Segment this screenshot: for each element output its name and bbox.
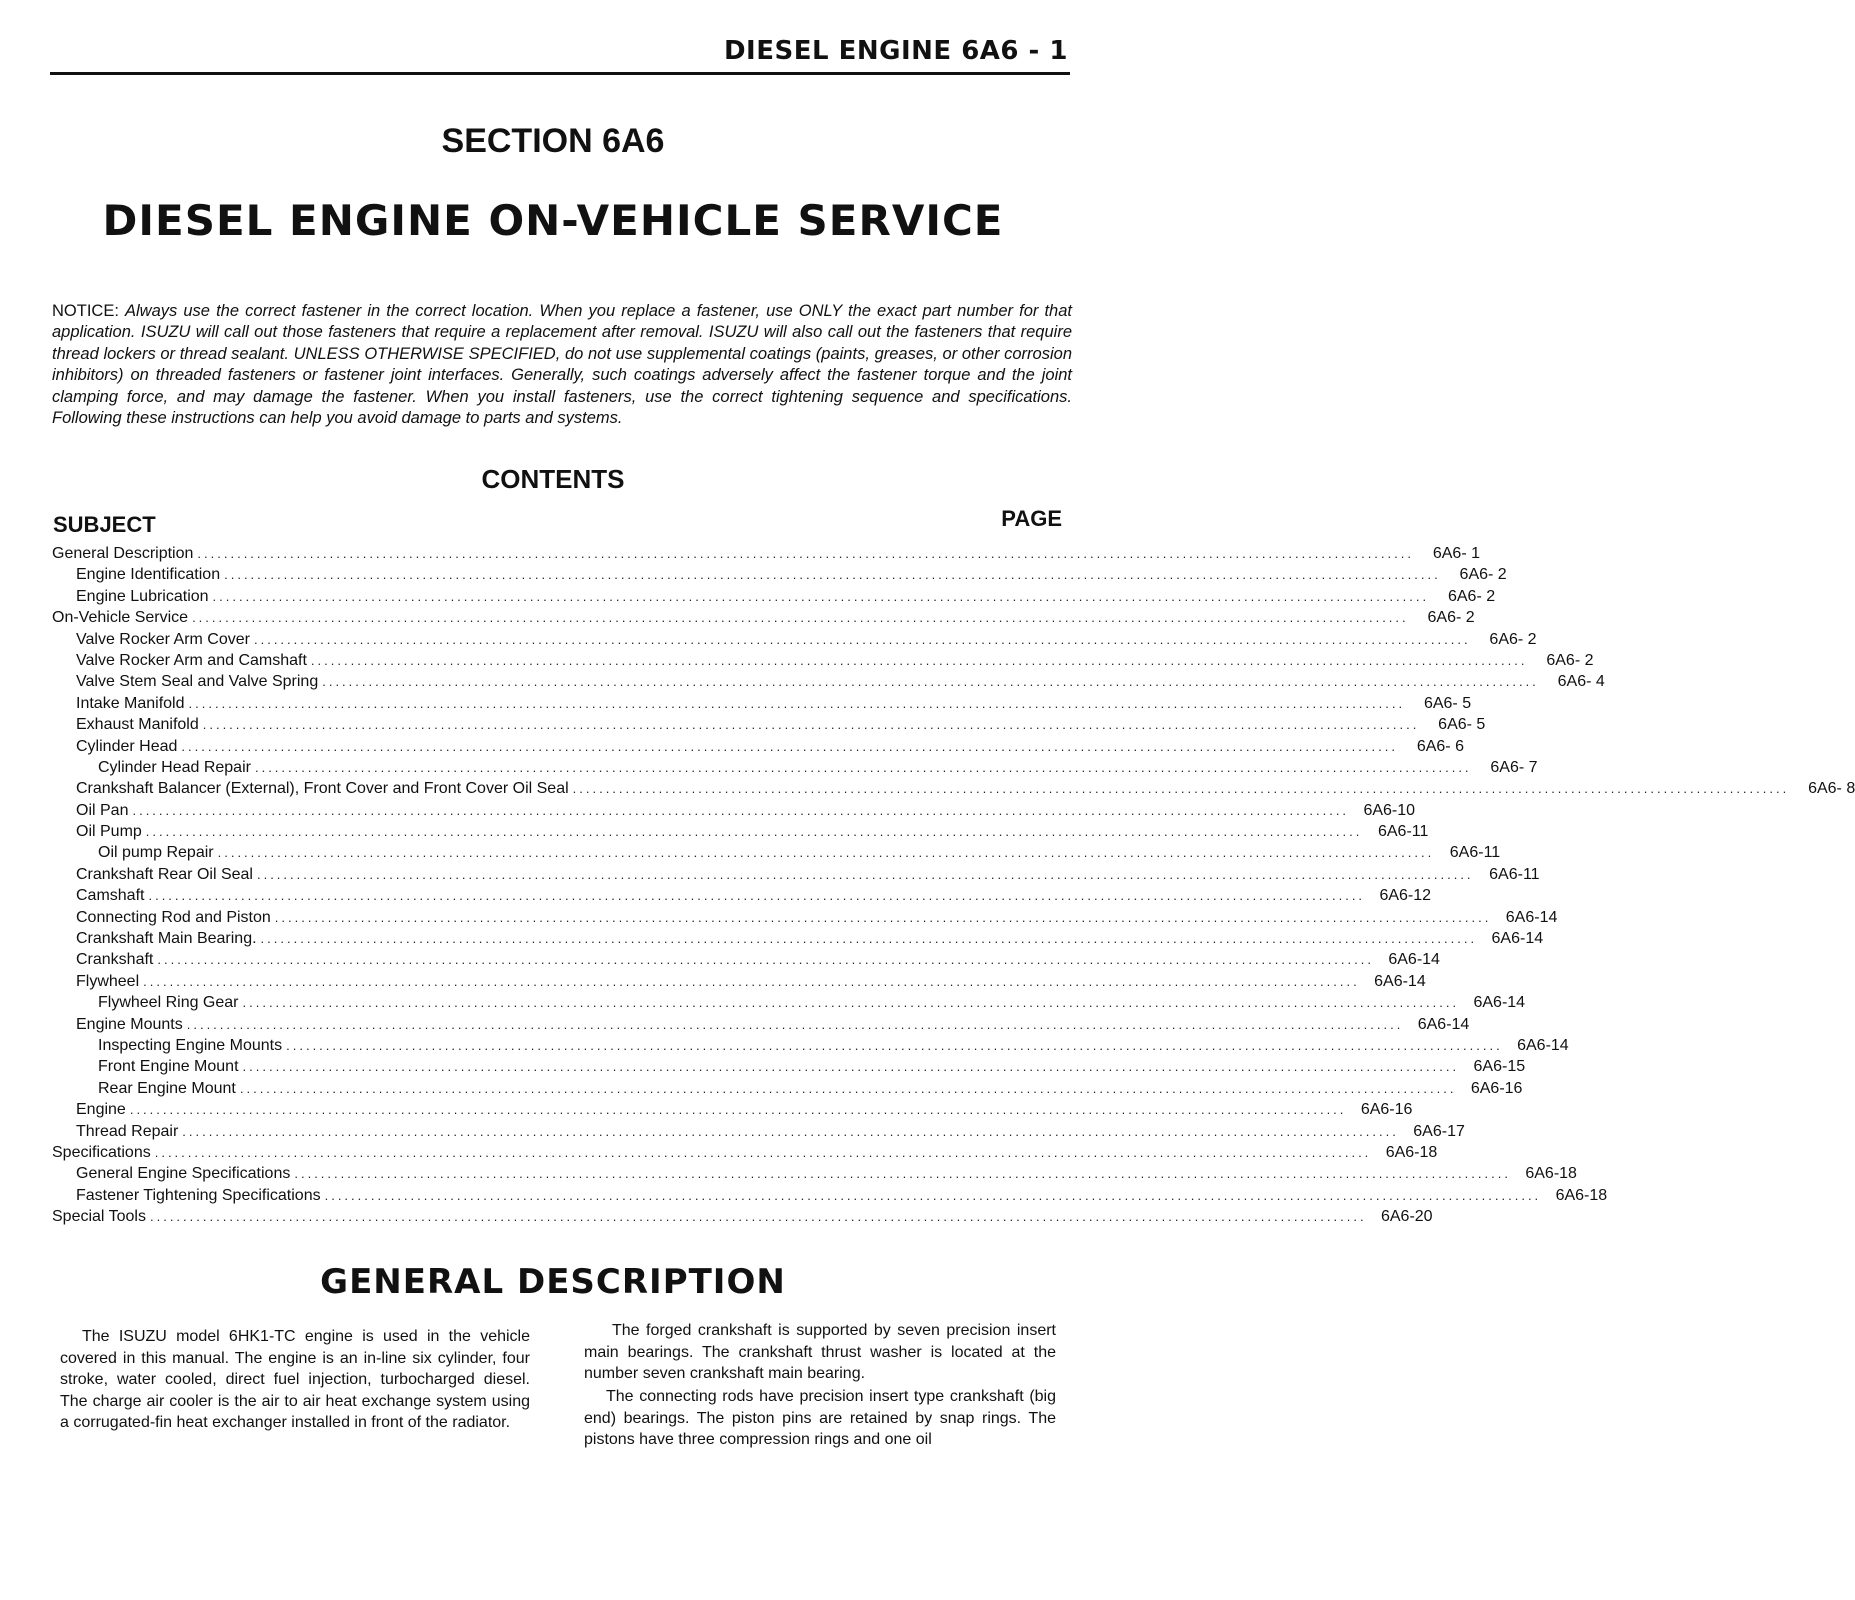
toc-entry-label: Cylinder Head bbox=[76, 737, 178, 755]
toc-entry-label: Front Engine Mount bbox=[98, 1058, 239, 1076]
toc-entry bbox=[52, 1185, 1608, 1206]
toc-entry bbox=[52, 1056, 1526, 1077]
toc-entry-label: Rear Engine Mount bbox=[98, 1079, 236, 1097]
toc-entry-label: Cylinder Head Repair bbox=[98, 758, 251, 776]
toc-entry bbox=[52, 842, 1501, 863]
toc-leader-dots: ........................................................................................................................................................................................ bbox=[182, 1123, 1399, 1139]
toc-entry-label: General Engine Specifications bbox=[76, 1165, 291, 1183]
toc-entry-label: Crankshaft bbox=[76, 951, 154, 969]
toc-entry-label: Engine bbox=[76, 1101, 126, 1119]
toc-entry-page: 6A6-20 bbox=[1380, 1208, 1433, 1226]
toc-leader-dots: ........................................................................................................................................................................................ bbox=[242, 995, 1460, 1011]
toc-entry bbox=[52, 971, 1426, 992]
toc-entry-label: Engine Lubrication bbox=[76, 587, 209, 605]
contents-page-header: PAGE bbox=[1001, 506, 1062, 531]
toc-leader-dots: ........................................................................................................................................................................................ bbox=[197, 546, 1414, 561]
toc-entry bbox=[52, 1035, 1569, 1056]
toc-entry bbox=[52, 1163, 1577, 1184]
toc-entry-page: 6A6-11 bbox=[1377, 823, 1429, 841]
toc-entry-page: 6A6- 4 bbox=[1557, 673, 1605, 691]
toc-entry bbox=[52, 992, 1526, 1013]
toc-entry-label: Engine Identification bbox=[76, 566, 221, 584]
toc-entry-label: Crankshaft Rear Oil Seal bbox=[76, 865, 253, 883]
toc-entry-page: 6A6-11 bbox=[1489, 865, 1540, 883]
document-title: DIESEL ENGINE ON-VEHICLE SERVICE bbox=[102, 196, 1004, 245]
toc-entry bbox=[52, 714, 1486, 735]
toc-entry bbox=[52, 736, 1464, 757]
toc-leader-dots: ........................................................................................................................................................................................ bbox=[186, 1016, 1404, 1032]
toc-leader-dots: ........................................................................................................................................................................................ bbox=[256, 866, 1474, 882]
toc-entry-label: Valve Stem Seal and Valve Spring bbox=[76, 673, 319, 691]
toc-leader-dots: ........................................................................................................................................................................................ bbox=[143, 973, 1360, 989]
toc-leader-dots: ........................................................................................................................................................................................ bbox=[572, 781, 1790, 797]
toc-leader-dots: ........................................................................................................................................................................................ bbox=[181, 738, 1398, 754]
toc-entry bbox=[52, 757, 1538, 778]
toc-entry-label: Camshaft bbox=[76, 887, 145, 905]
toc-entry-page: 6A6-14 bbox=[1473, 994, 1526, 1012]
table-of-contents bbox=[52, 543, 1855, 1228]
toc-entry bbox=[52, 586, 1496, 607]
running-header: DIESEL ENGINE 6A6 - 1 bbox=[723, 36, 1068, 66]
toc-entry-label: Oil pump Repair bbox=[98, 844, 214, 862]
toc-entry-page: 6A6-16 bbox=[1360, 1101, 1413, 1119]
toc-leader-dots: ........................................................................................................................................................................................ bbox=[310, 652, 1528, 668]
toc-entry-label: Specifications bbox=[52, 1143, 151, 1161]
toc-leader-dots: ........................................................................................................................................................................................ bbox=[188, 695, 1406, 711]
toc-entry bbox=[52, 629, 1537, 650]
toc-leader-dots: ........................................................................................................................................................................................ bbox=[132, 802, 1350, 818]
toc-entry bbox=[52, 800, 1416, 821]
toc-entry-page: 6A6- 6 bbox=[1416, 737, 1464, 755]
toc-entry-label: On-Vehicle Service bbox=[52, 609, 189, 627]
toc-leader-dots: ........................................................................................................................................................................................ bbox=[242, 1059, 1460, 1075]
toc-leader-dots: ........................................................................................................................................................................................ bbox=[202, 717, 1420, 733]
toc-entry-label: General Description bbox=[52, 545, 194, 562]
toc-entry-label: Special Tools bbox=[52, 1208, 146, 1226]
toc-leader-dots: ........................................................................................................................................................................................ bbox=[239, 1080, 1457, 1096]
toc-entry bbox=[52, 949, 1440, 970]
toc-leader-dots: ........................................................................................................................................................................................ bbox=[254, 759, 1472, 775]
toc-entry-label: Intake Manifold bbox=[76, 694, 185, 712]
toc-entry-page: 6A6- 2 bbox=[1489, 630, 1537, 648]
toc-leader-dots: ........................................................................................................................................................................................ bbox=[217, 845, 1435, 861]
toc-entry-label: Oil Pan bbox=[76, 801, 129, 819]
toc-entry-label: Inspecting Engine Mounts bbox=[98, 1036, 283, 1054]
toc-entry-page: 6A6-14 bbox=[1505, 908, 1558, 926]
toc-entry-label: Fastener Tightening Specifications bbox=[76, 1186, 321, 1204]
toc-entry-label: Connecting Rod and Piston bbox=[76, 908, 271, 926]
toc-entry-page: 6A6-10 bbox=[1363, 801, 1416, 819]
toc-entry bbox=[52, 1206, 1433, 1227]
toc-entry-page: 6A6- 5 bbox=[1423, 694, 1472, 712]
toc-entry bbox=[52, 671, 1605, 692]
contents-heading: CONTENTS bbox=[481, 464, 625, 494]
toc-entry-label: Oil Pump bbox=[76, 823, 142, 841]
toc-entry bbox=[52, 928, 1544, 949]
toc-entry bbox=[52, 543, 1480, 564]
contents-subject-header: SUBJECT bbox=[53, 512, 156, 537]
toc-entry-page: 6A6-18 bbox=[1525, 1165, 1577, 1183]
toc-leader-dots: ........................................................................................................................................................................................ bbox=[260, 931, 1478, 947]
toc-entry-label: Valve Rocker Arm Cover bbox=[76, 630, 250, 648]
toc-leader-dots: ........................................................................................................................................................................................ bbox=[274, 909, 1492, 925]
toc-entry bbox=[52, 885, 1432, 906]
toc-leader-dots: ........................................................................................................................................................................................ bbox=[322, 674, 1539, 690]
header-rule bbox=[50, 72, 1070, 75]
toc-entry bbox=[52, 778, 1855, 799]
notice-label: NOTICE: bbox=[52, 301, 119, 320]
toc-entry-page: 6A6- 2 bbox=[1447, 587, 1496, 605]
toc-entry-page: 6A6-14 bbox=[1417, 1015, 1470, 1033]
toc-entry-label: Engine Mounts bbox=[76, 1015, 183, 1033]
toc-entry bbox=[52, 1014, 1470, 1035]
toc-entry-page: 6A6-12 bbox=[1379, 887, 1432, 905]
toc-entry bbox=[52, 821, 1429, 842]
toc-entry-page: 6A6- 7 bbox=[1490, 758, 1538, 776]
toc-entry-page: 6A6- 2 bbox=[1459, 566, 1507, 584]
toc-entry bbox=[52, 564, 1507, 585]
toc-entry bbox=[52, 1099, 1413, 1120]
toc-entry bbox=[52, 1121, 1465, 1142]
toc-entry-page: 6A6- 8 bbox=[1808, 780, 1855, 798]
toc-entry-page: 6A6- 2 bbox=[1546, 651, 1594, 669]
toc-entry-page: 6A6- 1 bbox=[1432, 545, 1480, 562]
toc-entry-label: Exhaust Manifold bbox=[76, 716, 199, 734]
toc-leader-dots: ........................................................................................................................................................................................ bbox=[148, 888, 1366, 904]
general-description-right-paragraph-1: The forged crankshaft is supported by seven precision insert main bearings. The crankshaft thrust washer is located at the number seven crankshaft main bearing. bbox=[584, 1322, 1056, 1383]
toc-entry-page: 6A6-14 bbox=[1517, 1036, 1569, 1054]
toc-leader-dots: ........................................................................................................................................................................................ bbox=[253, 631, 1471, 647]
toc-entry-page: 6A6- 2 bbox=[1427, 609, 1475, 627]
toc-leader-dots: ........................................................................................................................................................................................ bbox=[192, 610, 1409, 626]
toc-entry-page: 6A6-15 bbox=[1473, 1058, 1526, 1076]
toc-entry-page: 6A6-17 bbox=[1413, 1122, 1465, 1140]
toc-entry-label: Flywheel bbox=[76, 972, 140, 990]
toc-leader-dots: ........................................................................................................................................................................................ bbox=[294, 1166, 1511, 1182]
toc-entry-page: 6A6- 5 bbox=[1438, 716, 1486, 734]
toc-entry bbox=[52, 1078, 1523, 1099]
toc-entry-label: Crankshaft Balancer (External), Front Cover and Front Cover Oil Seal bbox=[76, 780, 569, 798]
toc-entry bbox=[52, 607, 1475, 628]
toc-entry-label: Valve Rocker Arm and Camshaft bbox=[76, 651, 307, 669]
toc-entry-page: 6A6-14 bbox=[1374, 972, 1426, 990]
toc-entry-page: 6A6-14 bbox=[1491, 930, 1544, 948]
general-description-heading: GENERAL DESCRIPTION bbox=[320, 1262, 786, 1302]
toc-leader-dots: ........................................................................................................................................................................................ bbox=[212, 588, 1430, 604]
toc-entry bbox=[52, 693, 1472, 714]
notice-text: Always use the correct fastener in the correct location. When you replace a fastener, use ONLY the exact part number for that application. ISUZU will call out those fasteners that require a replacement after removal. ISUZU will also call out the fasteners that require thread lockers or thread sealant. UNLESS OTHERWISE SPECIFIED, do not use supplemental coatings (paints, greases, or other corrosion inhibitors) on threaded fasteners or fastener joint interfaces. Generally, such coatings adversely affect the fastener torque and the joint clamping force, and may damage the fastener. When you install fasteners, use the correct tightening sequence and specifications. Following these instructions can help you avoid damage to parts and systems. bbox=[52, 301, 1072, 428]
section-label: SECTION 6A6 bbox=[441, 122, 665, 160]
toc-entry-page: 6A6-18 bbox=[1555, 1186, 1608, 1204]
general-description-right-paragraph-2: The connecting rods have precision insert type crankshaft (big end) bearings. The piston pins are retained by snap rings. The pistons have three compression rings and one oil bbox=[584, 1388, 1056, 1449]
toc-entry-label: Thread Repair bbox=[76, 1122, 179, 1140]
general-description-left-paragraph: The ISUZU model 6HK1-TC engine is used in the vehicle covered in this manual. The engine is an in-line six cylinder, four stroke, water cooled, direct fuel injection, turbocharged diesel. The charge air cooler is the air to air heat exchange system using a corrugated-fin heat exchanger installed in front of the radiator. bbox=[60, 1328, 530, 1432]
toc-entry-page: 6A6-18 bbox=[1385, 1143, 1438, 1161]
toc-leader-dots: ........................................................................................................................................................................................ bbox=[154, 1144, 1372, 1160]
toc-entry-label: Flywheel Ring Gear bbox=[98, 994, 239, 1012]
toc-leader-dots: ........................................................................................................................................................................................ bbox=[224, 567, 1441, 583]
toc-leader-dots: ........................................................................................................................................................................................ bbox=[149, 1209, 1367, 1225]
toc-entry-page: 6A6-11 bbox=[1449, 844, 1501, 862]
toc-entry-page: 6A6-14 bbox=[1388, 951, 1440, 969]
toc-entry bbox=[52, 1142, 1438, 1163]
toc-leader-dots: ........................................................................................................................................................................................ bbox=[157, 952, 1374, 968]
toc-entry bbox=[52, 650, 1594, 671]
toc-leader-dots: ........................................................................................................................................................................................ bbox=[129, 1102, 1347, 1118]
toc-leader-dots: ........................................................................................................................................................................................ bbox=[324, 1187, 1542, 1203]
toc-entry-label: Crankshaft Main Bearing. bbox=[76, 930, 257, 948]
notice-block bbox=[52, 301, 1072, 431]
toc-entry bbox=[52, 864, 1540, 885]
toc-leader-dots: ........................................................................................................................................................................................ bbox=[145, 824, 1363, 840]
toc-entry bbox=[52, 907, 1558, 928]
toc-leader-dots: ........................................................................................................................................................................................ bbox=[286, 1037, 1503, 1053]
toc-entry-page: 6A6-16 bbox=[1470, 1079, 1523, 1097]
